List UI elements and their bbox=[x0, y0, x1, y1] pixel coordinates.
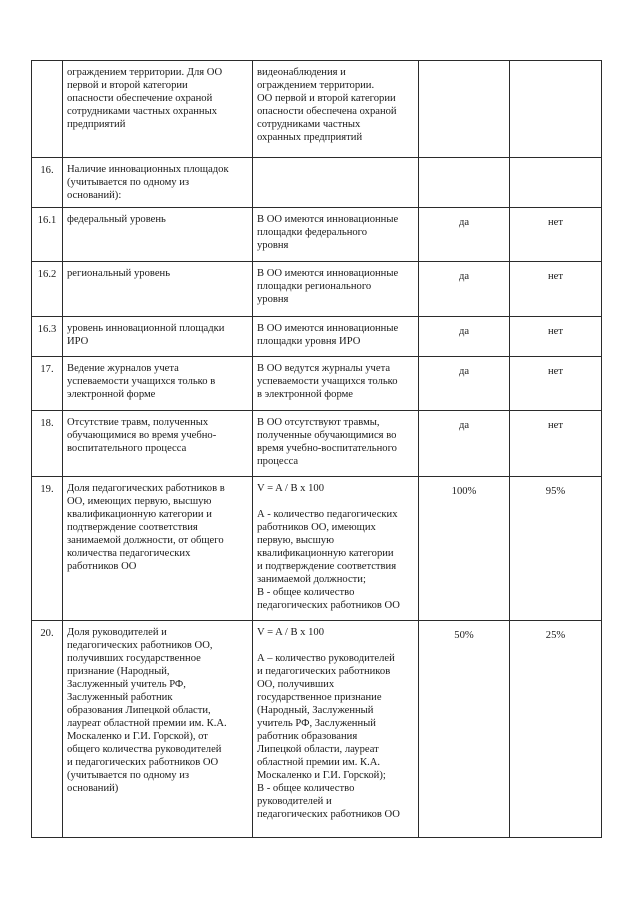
value-cell-1 bbox=[419, 158, 510, 208]
value-cell-2 bbox=[510, 61, 602, 158]
value-cell-1: да bbox=[419, 208, 510, 262]
row-number: 20. bbox=[32, 621, 63, 838]
document-page bbox=[31, 60, 602, 838]
table-row bbox=[32, 317, 602, 357]
formula-explanation: А - количество педагогических работников ОО, имеющих первую, высшую квалификационную категории и подтверждение соответствия занимаемой должности; В - общее количество педагогических работников ОО bbox=[257, 509, 400, 611]
calculation-cell: В ОО отсутствуют травмы, полученные обучающимися во время учебно-воспитательного процесса bbox=[253, 411, 419, 477]
formula-text: V = A / B x 100 bbox=[257, 627, 325, 638]
row-number bbox=[32, 61, 63, 158]
value-cell-1: 100% bbox=[419, 477, 510, 621]
row-number: 19. bbox=[32, 477, 63, 621]
value-cell-2: 95% bbox=[510, 477, 602, 621]
formula-text: V = A / B x 100 bbox=[257, 483, 325, 494]
row-number: 18. bbox=[32, 411, 63, 477]
indicator-cell: Доля педагогических работников в ОО, имеющих первую, высшую квалификационную категории и подтверждение соответствия занимаемой должности, от общего количества педагогических работников ОО bbox=[63, 477, 253, 621]
table-row bbox=[32, 411, 602, 477]
indicator-cell: Доля руководителей и педагогических работников ОО, получивших государственное признание (Народный, Заслуженный учитель РФ, Заслуженный работник образования Липецкой области, лауреат областной премии им. К.А. Москаленко и Г.И. Горской), от общего количества руководителей и педагогических работников ОО (учитывается по одному из оснований) bbox=[63, 621, 253, 838]
indicator-cell: уровень инновационной площадки ИРО bbox=[63, 317, 253, 357]
table-row bbox=[32, 477, 602, 621]
value-cell-1: да bbox=[419, 411, 510, 477]
calculation-cell: В ОО ведутся журналы учета успеваемости учащихся только в электронной форме bbox=[253, 357, 419, 411]
table-row bbox=[32, 262, 602, 317]
row-number: 16. bbox=[32, 158, 63, 208]
value-cell-1: да bbox=[419, 357, 510, 411]
table-row bbox=[32, 158, 602, 208]
value-cell-2 bbox=[510, 158, 602, 208]
indicator-cell: Ведение журналов учета успеваемости учащихся только в электронной форме bbox=[63, 357, 253, 411]
table-row bbox=[32, 357, 602, 411]
value-cell-1 bbox=[419, 61, 510, 158]
indicator-cell: Наличие инновационных площадок (учитывается по одному из оснований): bbox=[63, 158, 253, 208]
value-cell-2: нет bbox=[510, 411, 602, 477]
value-cell-2: нет bbox=[510, 208, 602, 262]
row-number: 16.2 bbox=[32, 262, 63, 317]
calculation-cell: В ОО имеются инновационные площадки федерального уровня bbox=[253, 208, 419, 262]
row-number: 16.1 bbox=[32, 208, 63, 262]
row-number: 16.3 bbox=[32, 317, 63, 357]
calculation-cell bbox=[253, 158, 419, 208]
table-row bbox=[32, 208, 602, 262]
indicator-cell: федеральный уровень bbox=[63, 208, 253, 262]
value-cell-2: 25% bbox=[510, 621, 602, 838]
value-cell-1: 50% bbox=[419, 621, 510, 838]
criteria-table bbox=[31, 60, 602, 838]
formula-explanation: А – количество руководителей и педагогических работников ОО, получивших государственное признание (Народный, Заслуженный учитель РФ, Заслуженный работник образования Липецкой области, лауреат областной премии им. К.А. Москаленко и Г.И. Горской); В - общее количество руководителей и педагогических работников ОО bbox=[257, 653, 400, 820]
calculation-cell bbox=[253, 477, 419, 621]
indicator-cell: региональный уровень bbox=[63, 262, 253, 317]
calculation-cell: В ОО имеются инновационные площадки уровня ИРО bbox=[253, 317, 419, 357]
table-row bbox=[32, 61, 602, 158]
row-number: 17. bbox=[32, 357, 63, 411]
value-cell-2: нет bbox=[510, 317, 602, 357]
calculation-cell bbox=[253, 621, 419, 838]
indicator-cell: Отсутствие травм, полученных обучающимися во время учебно- воспитательного процесса bbox=[63, 411, 253, 477]
indicator-cell: ограждением территории. Для ОО первой и второй категории опасности обеспечение охраной сотрудниками частных охранных предприятий bbox=[63, 61, 253, 158]
value-cell-1: да bbox=[419, 317, 510, 357]
value-cell-2: нет bbox=[510, 262, 602, 317]
calculation-cell: видеонаблюдения и ограждением территории. ОО первой и второй категории опасности обеспечена охраной сотрудниками частных охранных предприятий bbox=[253, 61, 419, 158]
value-cell-2: нет bbox=[510, 357, 602, 411]
value-cell-1: да bbox=[419, 262, 510, 317]
calculation-cell: В ОО имеются инновационные площадки регионального уровня bbox=[253, 262, 419, 317]
table-row bbox=[32, 621, 602, 838]
